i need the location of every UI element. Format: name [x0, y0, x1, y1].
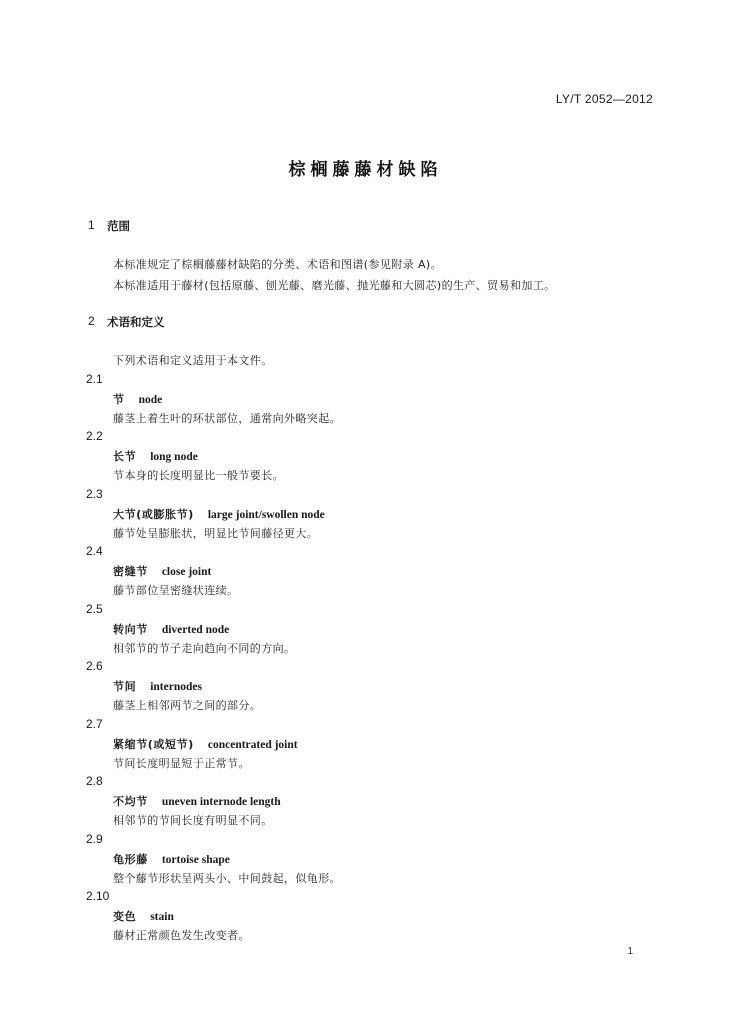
page-number: 1	[627, 946, 633, 957]
term-entry	[113, 851, 230, 867]
term-english: uneven internode length	[161, 796, 281, 808]
term-english: node	[138, 394, 163, 406]
term-chinese: 长节	[113, 450, 137, 463]
term-entry	[113, 391, 162, 407]
term-entry	[113, 563, 211, 579]
term-chinese: 节	[113, 393, 125, 406]
term-english: large joint/swollen node	[207, 509, 325, 521]
term-chinese: 龟形藤	[113, 853, 148, 866]
term-entry	[113, 506, 325, 522]
term-chinese: 不均节	[113, 795, 148, 808]
section-heading-scope: 范围	[107, 219, 130, 233]
term-entry	[113, 793, 281, 809]
term-definition: 相邻节的节子走向趋向不同的方向。	[113, 642, 296, 655]
term-number: 2.6	[86, 659, 103, 673]
term-chinese: 密缝节	[113, 565, 148, 578]
term-entry	[113, 908, 174, 924]
term-english: diverted node	[161, 624, 230, 636]
term-number: 2.2	[86, 429, 103, 443]
term-number: 2.3	[86, 487, 103, 501]
term-number: 2.10	[86, 889, 110, 903]
term-definition: 藤材正常颜色发生改变者。	[113, 929, 250, 942]
term-english: close joint	[161, 566, 212, 578]
term-definition: 藤茎上着生叶的环状部位，通常向外略突起。	[113, 412, 341, 425]
document-title: 棕榈藤藤材缺陷	[288, 160, 443, 180]
scope-paragraph: 本标准适用于藤材(包括原藤、刨光藤、磨光藤、抛光藤和大圆芯)的生产、贸易和加工。	[113, 279, 556, 292]
term-number: 2.4	[86, 544, 103, 558]
term-chinese: 变色	[113, 910, 137, 923]
term-definition: 节本身的长度明显比一般节要长。	[113, 469, 284, 482]
term-definition: 相邻节的节间长度有明显不同。	[113, 814, 273, 827]
section-heading-terms: 术语和定义	[107, 315, 165, 329]
term-chinese: 节间	[113, 680, 137, 693]
term-definition: 藤节部位呈密缝状连续。	[113, 584, 239, 597]
term-definition: 藤茎上相邻两节之间的部分。	[113, 699, 262, 712]
term-number: 2.5	[86, 602, 103, 616]
term-number: 2.8	[86, 774, 103, 788]
terms-intro: 下列术语和定义适用于本文件。	[113, 354, 273, 367]
term-english: concentrated joint	[207, 739, 298, 751]
scope-paragraph: 本标准规定了棕榈藤藤材缺陷的分类、术语和图谱(参见附录 A)。	[113, 258, 443, 271]
section-number-scope: 1	[88, 218, 95, 232]
term-chinese: 紧缩节(或短节)	[113, 738, 194, 751]
term-english: tortoise shape	[161, 854, 230, 866]
term-chinese: 大节(或膨胀节)	[113, 508, 194, 521]
term-definition: 节间长度明显短于正常节。	[113, 757, 250, 770]
term-english: stain	[150, 911, 174, 923]
term-entry	[113, 736, 298, 752]
term-definition: 整个藤节形状呈两头小、中间鼓起，似龟形。	[113, 872, 341, 885]
term-chinese: 转向节	[113, 623, 148, 636]
term-entry	[113, 678, 202, 694]
term-number: 2.1	[86, 372, 103, 386]
term-definition: 藤节处呈膨胀状，明显比节间藤径更大。	[113, 527, 319, 540]
term-english: internodes	[150, 681, 202, 693]
section-number-terms: 2	[88, 314, 95, 328]
term-number: 2.7	[86, 717, 103, 731]
standard-code: LY/T 2052—2012	[555, 92, 653, 106]
term-number: 2.9	[86, 832, 103, 846]
term-entry	[113, 448, 198, 464]
term-entry	[113, 621, 229, 637]
term-english: long node	[150, 451, 198, 463]
